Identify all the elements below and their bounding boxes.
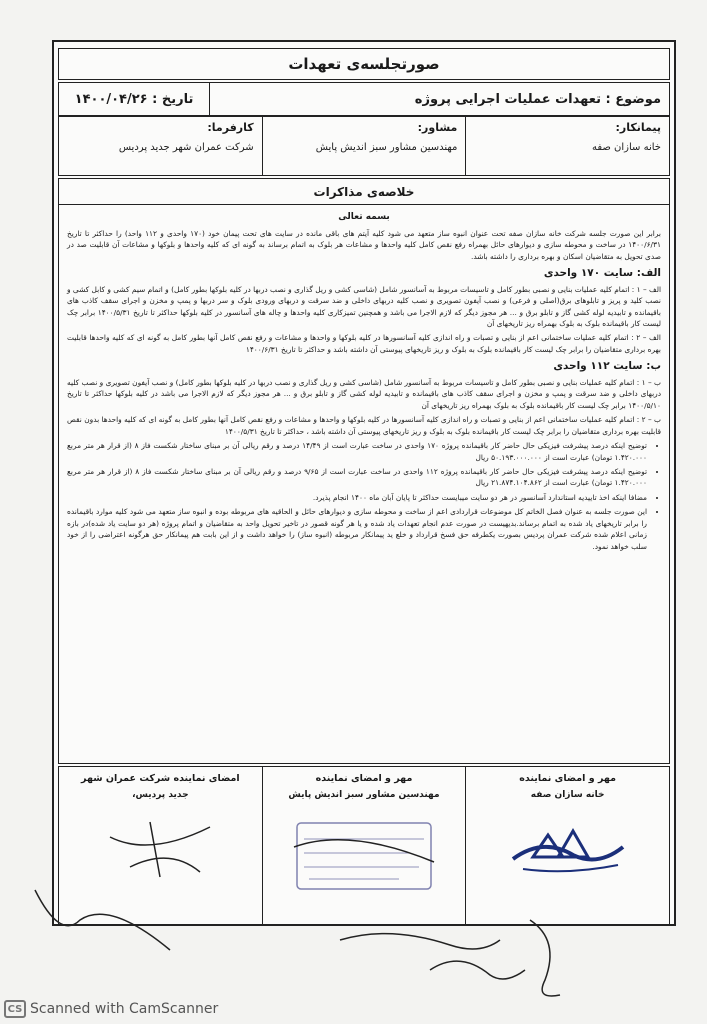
bismillah: بسمه تعالی (338, 212, 390, 222)
scanner-text: Scanned with CamScanner (30, 1001, 219, 1017)
notes-list (67, 440, 661, 552)
document-date: تاریخ : ۱۴۰۰/۰۴/۲۶ (59, 83, 210, 115)
minutes-body (58, 204, 670, 764)
note-item: • این صورت جلسه به عنوان فصل الخاتم کل موضوعات قراردادی اعم از ساخت و محوطه سازی و دیوارهای حائل و الحاقیه های مربوطه بوده و انبوه ساز متعهد می شود کلیه موارد باقیمانده را برابر تاریخهای یاد شده به اتمام برساند.بدیهیست در صورت عدم انجام تعهدات یاد شده و یا هر گونه قصور در تاخیر تحویل واحد به متقاضیان و اتمام پروژه (هر دو سایت یاد شده)در بازه زمانی اعلام شده شرکت عمران پردیس بصورت یکطرفه حق فسخ قرارداد و خلع ید پیمانکار مربوطه (انبوه ساز) را خواهد داشت و از این بابت هم پیمانکار حق هرگونه اعتراضی را از خود سلب خواهد نمود. (67, 506, 647, 552)
consultant-name: مهندسین مشاور سبز اندیش پایش (315, 142, 458, 153)
note-item: • توضیح اینکه درصد پیشرفت فیزیکی حال حاضر کار باقیمانده پروژه ۱۷۰ واحدی در ساخت عبارت است از ۱۴/۴۹ درصد و رقم ریالی آن بر مبنای ساختار شکست فاز ۸ (از قرار هر متر مربع ۱.۴۲۰.۰۰۰ تومان) عبارت است از ۵۰.۱۹۳.۰۰۰.۰۰۰ ریال (67, 440, 647, 463)
section-b-item-2: ب – ۲ : اتمام کلیه عملیات ساختمانی اعم از بنایی و تصبات و راه اندازی کلیه آسانسورها در کلیه بلوکها و واحدها و مشاعات و رفع نقص کامل آنها بطور کامل به گونه ای که کلیه واحدها بدون نقص قابلیت بهره برداری متقاضیان را برابر چک لیست کار باقیمانده بلوک به بلوک و ریز تاریخهای پیوستی آن داشته باشد ، حداکثر تا تاریخ ۱۴۰۰/۵/۳۱ (67, 415, 662, 436)
contractor-signature-cell (466, 767, 669, 925)
section-b-title: ب: سایت ۱۱۲ واحدی (553, 360, 661, 373)
parties-row (58, 116, 670, 176)
employer-signature-name: جدید پردیس، (132, 790, 189, 800)
employer-signature-title: امضای نماینده شرکت عمران شهر (81, 773, 240, 784)
contractor-name: خانه سازان صفه (591, 142, 661, 153)
employer-signature-cell (59, 767, 263, 925)
consultant-signature-cell (263, 767, 467, 925)
scanner-watermark (4, 1000, 218, 1018)
consultant-signature-name: مهندسین مشاور سبز اندیش پایش (288, 790, 440, 800)
note-item: • مضافا اینکه اخذ تاییدیه استاندارد آسانسور در هر دو سایت میبایست حداکثر تا پایان آبان ماه ۱۴۰۰ انجام پذیرد. (67, 492, 647, 503)
note-item: • توضیح اینکه درصد پیشرفت فیزیکی حال حاضر کار باقیمانده پروژه ۱۱۲ واحدی در ساخت عبارت است از ۹/۶۵ درصد و رقم ریالی آن بر مبنای ساختار شکست فاز ۸ (از قرار هر متر مربع ۱.۴۲۰.۰۰۰ تومان) عبارت است از ۲۱.۸۷۴.۱۰۴.۸۶۲ ریال (67, 466, 647, 489)
consultant-stamp (289, 817, 439, 897)
consultant-label: مشاور: (417, 121, 458, 134)
consultant-cell (263, 117, 467, 175)
contractor-cell (466, 117, 669, 175)
intro-paragraph: برابر این صورت جلسه شرکت خانه سازان صفه تحت عنوان انبوه ساز متعهد می شود کلیه آیتم های باقی مانده در سایت های تحت پیمان خود (۱۷۰ واحدی و ۱۱۲ واحد) را حداکثر تا تاریخ ۱۴۰۰/۶/۳۱ در ساخت و محوطه سازی و دیوارهای حائل بهمراه رفع نقص کامل کلیه واحدها و مشاعات هر بلوک به اتمام برساند به گونه ای که کلیه واحدها و بلوکها و مشاعات آن قابلیت صد در صدی تحویل به متقاضیان اسکان و بهره برداری را داشته باشد. (67, 228, 661, 261)
contractor-label: پیمانکار: (615, 121, 661, 134)
section-b-item-1: ب – ۱ : اتمام کلیه عملیات بنایی و نصبی بطور کامل و تاسیسات مربوط به آسانسور شامل (شاسی کشی و ریل گذاری و نصب دربها در کلیه بلوکها بطور کامل) و نصب آیفون تصویری و نصب کلیه دربهای داخلی و ضد سرقت و پمپ و مخزن و اجرای سقف کاذب های باقیمانده و تابیدیه لوله کشی گاز و تابلو برق و ... هر مجوز دیگر که لازم الاجرا می باشد در کلیه بلوکها حداکثر تا تاریخ ۱۴۰۰/۵/۱۰ برابر چک لیست کار باقیمانده بلوک به بلوک بهمراه ریز تاریخهای آن (67, 377, 661, 410)
contractor-signature-name: خانه سازان صفه (530, 790, 605, 800)
employer-cell (59, 117, 263, 175)
subject: موضوع : تعهدات عملیات اجرایی پروژه (414, 91, 661, 107)
contractor-logo-stamp (503, 817, 633, 877)
section-a-item-1: الف – ۱ : اتمام کلیه عملیات بنایی و نصبی بطور کامل و تاسیسات مربوط به آسانسور شامل (شاسی کشی و ریل گذاری و نصب دربها در کلیه بلوکها بطور کامل) و اتمام سیم کشی و کابل کشی و نصب کلید و پریز و تابلوهای برق(اصلی و فرعی) و نصب آیفون تصویری و نصب کلیه دربهای داخلی و ضد سرقت و دربهای ورودی بلوک و سر دربها و پمپ و مخزن و اجرای سقف کاذب های باقیمانده و تابیدیه لوله کشی گاز و تابلو برق و ... هر مجوز دیگر که لازم الاجرا می باشد و همچنین تمیزکاری کلیه واحدها و چاله های آسانسور در کلیه بلوکها حداکثر تا تاریخ ۱۴۰۰/۵/۳۱ برابر چک لیست کار باقیمانده بلوک به بلوک بهمراه ریز تاریخهای آن (67, 284, 661, 329)
employer-signature (90, 817, 230, 887)
section-a-item-2: الف – ۲ : اتمام کلیه عملیات ساختمانی اعم از بنایی و تصبات و راه اندازی کلیه آسانسورها در کلیه بلوکها و واحدها و مشاعات و رفع نقص کامل آنها بطور کامل به گونه ای که کلیه واحدها قابلیت بهره برداری متقاضیان را برابر چک لیست کار باقیمانده بلوک به بلوک و ریز تاریخهای پیوستی آن داشته باشد و حداکثر تا تاریخ ۱۴۰۰/۶/۳۱ (67, 333, 661, 354)
employer-name: شرکت عمران شهر جدید پردیس (118, 142, 254, 153)
document-title: صورتجلسه‌ی تعهدات (58, 48, 670, 80)
subject-date-row (58, 82, 670, 116)
contractor-signature-title: مهر و امضای نماینده (519, 773, 617, 784)
summary-heading: خلاصه‌ی مذاکرات (58, 178, 670, 205)
section-a-title: الف: سایت ۱۷۰ واحدی (543, 267, 661, 280)
camscanner-icon: CS (4, 1000, 26, 1018)
signatures-row (58, 766, 670, 926)
employer-label: کارفرما: (207, 121, 254, 134)
consultant-signature-title: مهر و امضای نماینده (315, 773, 413, 784)
document-sheet (52, 40, 676, 926)
